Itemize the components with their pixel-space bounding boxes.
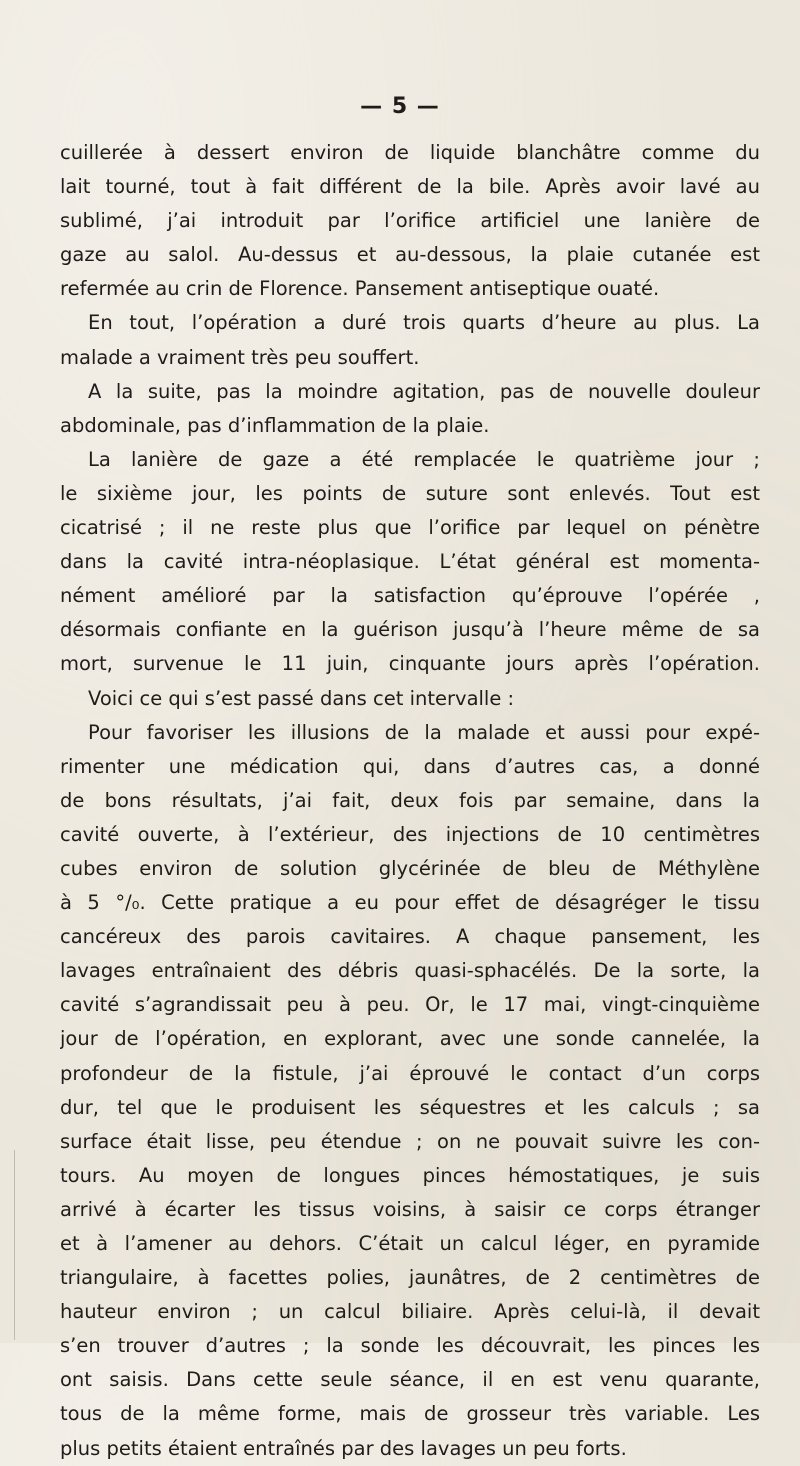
- text-line: s’en trouver d’autres ; la sonde les découvrait, les pinces les: [60, 1334, 760, 1358]
- text-line: arrivé à écarter les tissus voisins, à saisir ce corps étranger: [60, 1197, 760, 1221]
- text-line: malade a vraiment très peu souffert.: [60, 345, 420, 369]
- text-line: abdominale, pas d’inflammation de la plaie.: [60, 413, 490, 437]
- text-line: La lanière de gaze a été remplacée le quatrième jour ;: [88, 447, 760, 471]
- text-line: profondeur de la fistule, j’ai éprouvé le contact d’un corps: [60, 1061, 760, 1085]
- page-number: — 5 —: [360, 94, 440, 119]
- text-line: tous de la même forme, mais de grosseur très variable. Les: [60, 1402, 760, 1426]
- text-line: lait tourné, tout à fait différent de la bile. Après avoir lavé au: [60, 175, 760, 199]
- page-edge-shadow: [14, 1150, 15, 1340]
- text-line: A la suite, pas la moindre agitation, pas de nouvelle douleur: [88, 379, 760, 403]
- text-line: mort, survenue le 11 juin, cinquante jours après l’opération.: [60, 652, 760, 676]
- text-line: cavité ouverte, à l’extérieur, des injections de 10 centimètres: [60, 822, 760, 846]
- text-line: cuillerée à dessert environ de liquide blanchâtre comme du: [60, 141, 760, 164]
- text-line: ont saisis. Dans cette seule séance, il en est venu quarante,: [60, 1368, 760, 1392]
- text-line: Voici ce qui s’est passé dans cet intervalle :: [88, 686, 515, 710]
- text-line: refermée au crin de Florence. Pansement antiseptique ouaté.: [60, 277, 660, 301]
- text-line: cubes environ de solution glycérinée de bleu de Méthylène: [60, 856, 760, 880]
- text-line: le sixième jour, les points de suture sont enlevés. Tout est: [60, 481, 760, 505]
- text-line: triangulaire, à facettes polies, jaunâtres, de 2 centimètres de: [60, 1266, 760, 1290]
- text-line: à 5 °/₀. Cette pratique a eu pour effet de désagréger le tissu: [60, 891, 760, 915]
- text-line: hauteur environ ; un calcul biliaire. Après celui-là, il devait: [60, 1300, 760, 1324]
- text-line: dur, tel que le produisent les séquestres et les calculs ; sa: [60, 1095, 760, 1119]
- text-line: de bons résultats, j’ai fait, deux fois par semaine, dans la: [60, 788, 760, 812]
- text-line: gaze au salol. Au-dessus et au-dessous, la plaie cutanée est: [60, 243, 760, 267]
- text-line: plus petits étaient entraînés par des lavages un peu forts.: [60, 1436, 627, 1460]
- text-line: cavité s’agrandissait peu à peu. Or, le 17 mai, vingt-cinquième: [60, 993, 760, 1017]
- text-line: cancéreux des parois cavitaires. A chaque pansement, les: [60, 925, 760, 949]
- text-line: et à l’amener au dehors. C’était un calcul léger, en pyramide: [60, 1232, 760, 1255]
- text-line: désormais confiante en la guérison jusqu’à l’heure même de sa: [60, 618, 760, 642]
- text-line: surface était lisse, peu étendue ; on ne pouvait suivre les con-: [60, 1129, 760, 1153]
- text-line: tours. Au moyen de longues pinces hémostatiques, je suis: [60, 1163, 760, 1187]
- text-line: lavages entraînaient des débris quasi-sphacélés. De la sorte, la: [60, 959, 760, 983]
- text-line: Pour favoriser les illusions de la malade et aussi pour expé-: [88, 720, 760, 744]
- text-line: dans la cavité intra-néoplasique. L’état général est momenta-: [60, 550, 760, 574]
- text-line: sublimé, j’ai introduit par l’orifice artificiel une lanière de: [60, 209, 760, 233]
- text-line: rimenter une médication qui, dans d’autres cas, a donné: [60, 754, 760, 778]
- text-line: nément amélioré par la satisfaction qu’éprouve l’opérée ,: [60, 584, 760, 608]
- text-line: cicatrisé ; il ne reste plus que l’orifice par lequel on pénètre: [60, 516, 760, 540]
- body-text: [60, 136, 760, 1466]
- text-line: jour de l’opération, en explorant, avec une sonde cannelée, la: [60, 1027, 760, 1051]
- text-line: En tout, l’opération a duré trois quarts d’heure au plus. La: [88, 311, 760, 335]
